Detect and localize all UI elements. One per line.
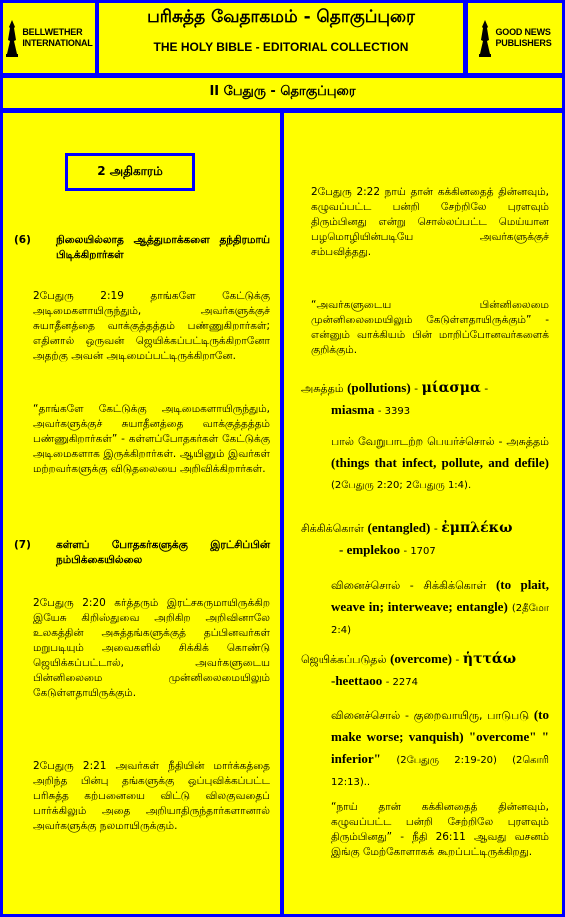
- chapter-box: [65, 153, 195, 191]
- term-1-translit: miasma: [331, 402, 375, 417]
- term-3-number: - 2274: [385, 677, 419, 688]
- term-1-def-english: (things that infect, pollute, and defile): [331, 455, 549, 470]
- paragraph-comment-2: “அவர்களுடைய பின்னிலைமை முன்னிலைமையிலும் கேடுள்ளதாயிருக்கும்” - என்னும் வாக்கியம் பின் மாறிப்போனவர்களைக் குறிக்கும்.: [311, 299, 549, 356]
- paragraph-proverb: “நாய் தான் கக்கினதைத் தின்னவும், கழுவப்பட்ட பன்றி சேற்றிலே புரளவும் திரும்பினது” - நீதி 26:11 ஆவது வசனம் இங்கு மேற்கோளாகக் கூறப்பட்டிருக்கிறது.: [331, 801, 549, 858]
- term-1-number: - 3393: [377, 406, 411, 417]
- term-2-tamil: சிக்கிக்கொள்: [301, 522, 364, 535]
- term-2-greek: ἐμπλέκω: [441, 520, 513, 536]
- term-3-tamil: ஜெயிக்கப்படுதல்: [301, 653, 387, 666]
- term-2-def-tamil: வினைச்சொல் - சிக்கிக்கொள்: [331, 579, 487, 592]
- term-3-definition: [331, 704, 549, 793]
- term-1-english: (pollutions): [347, 380, 411, 395]
- page-title-tamil: பரிசுத்த வேதாகமம் - தொகுப்புரை: [147, 7, 415, 27]
- page-subtitle: II பேதுரு - தொகுப்புரை: [209, 84, 356, 99]
- left-column: [3, 113, 280, 914]
- heading-7-number: (7): [14, 539, 31, 551]
- term-2-reference: (2தீமோ 2:4): [331, 603, 549, 636]
- chapter-label: 2 அதிகாரம்: [97, 164, 163, 178]
- term-1-tamil: அசுத்தம்: [301, 382, 344, 395]
- term-1-greek: μίασμα: [421, 380, 481, 396]
- term-3-translit: -heettaoo: [331, 673, 383, 688]
- heading-7: [14, 538, 270, 568]
- term-entangled: சிக்கிக்கொள் (entangled) - ἐμπλέκω - emplekoo - 1707: [301, 520, 513, 557]
- term-2-definition: [331, 574, 549, 641]
- paragraph-comment-1: “தாங்களே கேட்டுக்கு அடிமைகளாயிருந்தும், அவர்களுக்குச் சுயாதீனத்தை வாக்குத்தத்தம் பண்ணுகிறார்கள்” - கள்ளப்போதகர்கள் கேட்டுக்கு அடிமைகளாக இருக்கிறார்கள். ஆயினும் இவர்கள் மற்றவர்களுக்கு விடுதலையை அறிவிக்கிறார்கள்.: [33, 403, 270, 475]
- left-logo-line1: BELLWETHER: [22, 27, 83, 37]
- right-logo-line1: GOOD NEWS: [495, 27, 551, 37]
- heading-6-text: நிலையில்லாத ஆத்துமாக்களை தந்திரமாய் பிடிக்கிறார்கள்: [56, 234, 270, 261]
- term-3-english: (overcome): [390, 651, 452, 666]
- right-logo-line2: PUBLISHERS: [495, 38, 552, 48]
- right-column: [284, 113, 562, 914]
- term-1-definition: [331, 431, 549, 496]
- term-3-def-english: (to make worse; vanquish) "overcome" " inferior": [331, 707, 549, 766]
- paragraph-2-21: 2பேதுரு 2:21 அவர்கள் நீதியின் மார்க்கத்தை அறிந்த பின்பு தங்களுக்கு ஒப்புவிக்கப்பட்ட பரிசுத்த கற்பனையை விட்டு விலகுவதைப் பார்க்கிலும் அதை அறியாதிருந்தார்களானால் அவர்களுக்கு நலமாயிருக்கும்.: [33, 760, 270, 832]
- heading-6: [14, 233, 270, 263]
- term-1-def-tamil: பால் வேறுபாடற்ற பெயர்ச்சொல் - அசுத்தம்: [331, 435, 549, 448]
- term-2-def-english: (to plait, weave in; interweave; entangle): [331, 577, 549, 614]
- good-news-icon: [478, 18, 492, 58]
- term-overcome: ஜெயிக்கப்படுதல் (overcome) - ἡττάω -heettaoo - 2274: [301, 651, 517, 688]
- term-2-number: - 1707: [403, 546, 436, 557]
- term-3-def-tamil: வினைச்சொல் - குறைவாயிரு, பாடுபடு: [331, 709, 530, 722]
- paragraph-2-20: 2பேதுரு 2:20 கர்த்தரும் இரட்சகருமாயிருக்கிற இயேசு கிறிஸ்துவை அறிகிற அறிவினாலே உலகத்தின் அசுத்தங்களுக்குத் தப்பினவர்கள் மறுபடியும் அவைகளில் சிக்கிக் கொண்டு ஜெயிக்கப்பட்டால், அவர்களுடைய பின்னிலைமை முன்னிலைமையிலும் கேடுள்ளதாயிருக்கும்.: [33, 597, 270, 699]
- paragraph-2-22: 2பேதுரு 2:22 நாய் தான் கக்கினதைத் தின்னவும், கழுவப்பட்ட பன்றி சேற்றிலே புரளவும் திரும்பினது என்று சொல்லப்பட்ட மெய்யான பழமொழியின்படியே அவர்களுக்குச் சம்பவித்தது.: [311, 186, 549, 258]
- page-title-english: THE HOLY BIBLE - EDITORIAL COLLECTION: [153, 40, 409, 54]
- term-2-english: (entangled): [367, 520, 431, 535]
- term-3-reference: (2பேதுரு 2:19-20) (2கொரி 12:13)..: [331, 755, 549, 788]
- heading-6-number: (6): [14, 234, 31, 246]
- term-2-translit: - emplekoo: [339, 542, 401, 557]
- bellwether-icon: [5, 18, 19, 58]
- heading-7-text: கள்ளப் போதகர்களுக்கு இரட்சிப்பின் நம்பிக்கையில்லை: [56, 539, 270, 566]
- paragraph-2-19: 2பேதுரு 2:19 தாங்களே கேட்டுக்கு அடிமைகளாயிருந்தும், அவர்களுக்குச் சுயாதீனத்தை வாக்குத்தத்தம் பண்ணுகிறார்கள்; எதினால் ஒருவன் ஜெயிக்கப்பட்டிருக்கிறானோ அதற்கு அவன் அடிமைப்பட்டிருக்கிறானே.: [33, 290, 270, 362]
- right-logo: [468, 3, 562, 73]
- header-title-panel: [99, 3, 463, 73]
- left-logo: [3, 3, 95, 73]
- term-3-greek: ἡττάω: [462, 651, 517, 667]
- term-1-reference: (2பேதுரு 2:20; 2பேதுரு 1:4).: [331, 480, 472, 491]
- subtitle-bar: [3, 78, 562, 108]
- left-logo-line2: INTERNATIONAL: [22, 38, 93, 48]
- term-pollutions: அசுத்தம் (pollutions) - μίασμα - miasma - 3393: [301, 380, 489, 417]
